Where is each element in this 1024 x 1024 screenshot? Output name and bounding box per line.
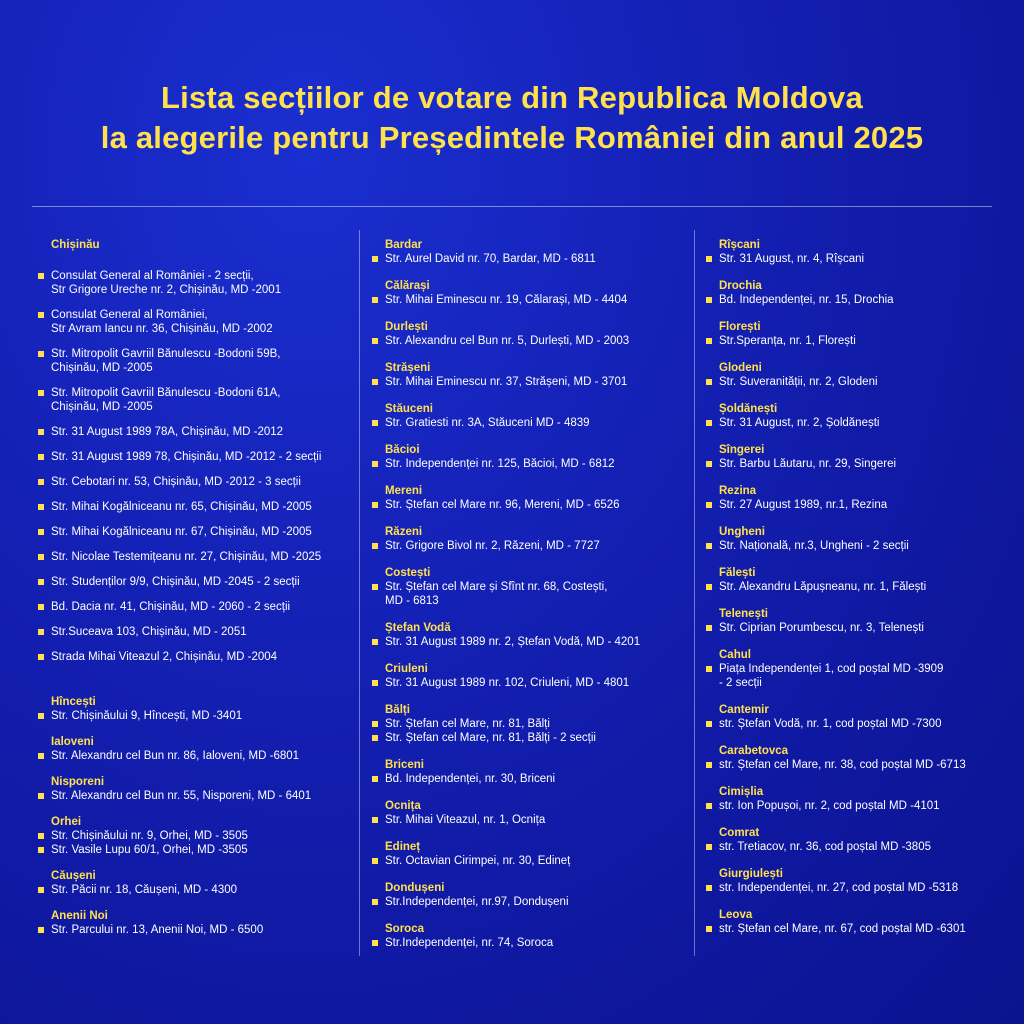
address-text: Str. Parcului nr. 13, Anenii Noi, MD - 6500 bbox=[51, 924, 264, 936]
bullet-icon bbox=[38, 351, 44, 357]
bullet-icon bbox=[706, 803, 712, 809]
bullet-icon bbox=[38, 887, 44, 893]
locality-group bbox=[372, 238, 682, 266]
address-item bbox=[372, 334, 682, 348]
address-text: Piața Independenței 1, cod poștal MD -3909 - 2 secții bbox=[719, 663, 944, 689]
address-item bbox=[706, 498, 1006, 512]
address-item bbox=[372, 457, 682, 471]
address-item bbox=[372, 895, 682, 909]
bullet-icon bbox=[372, 256, 378, 262]
bullet-icon bbox=[706, 461, 712, 467]
locality-group bbox=[372, 621, 682, 649]
address-item bbox=[38, 550, 348, 564]
locality-group bbox=[372, 402, 682, 430]
bullet-icon bbox=[372, 858, 378, 864]
group-heading: Cimișlia bbox=[719, 786, 764, 798]
address-text: Str. 31 August 1989 nr. 2, Ștefan Vodă, MD - 4201 bbox=[385, 636, 641, 648]
locality-group bbox=[706, 648, 1006, 690]
address-text: Str. Alexandru cel Bun nr. 55, Nisporeni, MD - 6401 bbox=[51, 790, 312, 802]
bullet-icon bbox=[38, 579, 44, 585]
bullet-icon bbox=[372, 420, 378, 426]
group-heading: Mereni bbox=[385, 485, 423, 497]
address-text: Bd. Independenței, nr. 30, Briceni bbox=[385, 773, 556, 785]
bullet-icon bbox=[372, 584, 378, 590]
address-item bbox=[706, 580, 1006, 594]
locality-group bbox=[372, 320, 682, 348]
address-text: Str. Alexandru cel Bun nr. 86, Ialoveni, MD -6801 bbox=[51, 750, 300, 762]
group-heading: Comrat bbox=[719, 827, 760, 839]
address-item bbox=[706, 457, 1006, 471]
bullet-icon bbox=[372, 776, 378, 782]
group-heading: Rîșcani bbox=[719, 239, 760, 251]
address-text: Str. Cebotari nr. 53, Chișinău, MD -2012 - 3 secții bbox=[51, 476, 301, 488]
group-heading: Rezina bbox=[719, 485, 757, 497]
address-item bbox=[372, 252, 682, 266]
locality-group bbox=[706, 320, 1006, 348]
address-item bbox=[38, 883, 348, 897]
address-text: Str.Independenței, nr.97, Dondușeni bbox=[385, 896, 569, 908]
address-text: Consulat General al României - 2 secții, Str Grigore Ureche nr. 2, Chișinău, MD -2001 bbox=[51, 270, 282, 296]
address-text: str. Ștefan cel Mare, nr. 67, cod poștal MD -6301 bbox=[719, 923, 966, 935]
group-chisinau bbox=[38, 238, 348, 664]
bullet-icon bbox=[38, 629, 44, 635]
bullet-icon bbox=[38, 273, 44, 279]
title-line-2: la alegerile pentru Președintele României din anul 2025 bbox=[100, 120, 924, 155]
address-text: Strada Mihai Viteazul 2, Chișinău, MD -2004 bbox=[51, 651, 278, 663]
group-heading: Anenii Noi bbox=[51, 910, 108, 922]
group-heading: Leova bbox=[719, 909, 753, 921]
bullet-icon bbox=[372, 502, 378, 508]
group-heading: Carabetovca bbox=[719, 745, 789, 757]
address-text: Str. Chișinăului 9, Hîncești, MD -3401 bbox=[51, 710, 243, 722]
address-text: Str. Mihai Eminescu nr. 19, Călarași, MD - 4404 bbox=[385, 294, 628, 306]
address-item bbox=[38, 500, 348, 514]
address-item bbox=[38, 650, 348, 664]
address-item bbox=[38, 843, 348, 857]
address-item bbox=[372, 717, 682, 731]
group-heading: Chișinău bbox=[51, 239, 100, 251]
address-item bbox=[372, 676, 682, 690]
column-divider-1 bbox=[359, 230, 360, 956]
address-text: Str. Mitropolit Gavriil Bănulescu -Bodoni 59B, Chișinău, MD -2005 bbox=[51, 348, 281, 374]
address-item bbox=[38, 269, 348, 297]
address-text: Str. Octavian Cirimpei, nr. 30, Edineț bbox=[385, 855, 571, 867]
locality-group bbox=[372, 799, 682, 827]
group-heading: Căușeni bbox=[51, 870, 96, 882]
address-item bbox=[372, 635, 682, 649]
address-item bbox=[372, 854, 682, 868]
address-item bbox=[706, 293, 1006, 307]
address-item bbox=[372, 936, 682, 950]
group-heading: Soroca bbox=[385, 923, 424, 935]
address-item bbox=[38, 600, 348, 614]
column-divider-2 bbox=[694, 230, 695, 956]
bullet-icon bbox=[706, 420, 712, 426]
bullet-icon bbox=[38, 554, 44, 560]
group-heading: Călărași bbox=[385, 280, 430, 292]
bullet-icon bbox=[38, 654, 44, 660]
column-1-groups bbox=[38, 695, 348, 937]
address-item bbox=[38, 308, 348, 336]
bullet-icon bbox=[372, 721, 378, 727]
address-text: Str. Alexandru Lăpușneanu, nr. 1, Fălești bbox=[719, 581, 927, 593]
bullet-icon bbox=[706, 625, 712, 631]
address-item bbox=[38, 789, 348, 803]
address-item bbox=[372, 293, 682, 307]
locality-group bbox=[706, 785, 1006, 813]
locality-group bbox=[706, 566, 1006, 594]
locality-group bbox=[372, 662, 682, 690]
locality-group bbox=[372, 758, 682, 786]
address-text: Str. Aurel David nr. 70, Bardar, MD - 6811 bbox=[385, 253, 596, 265]
address-item bbox=[706, 922, 1006, 936]
address-item bbox=[706, 758, 1006, 772]
group-heading: Sîngerei bbox=[719, 444, 765, 456]
locality-group bbox=[372, 840, 682, 868]
group-heading: Bălți bbox=[385, 704, 410, 716]
bullet-icon bbox=[706, 885, 712, 891]
group-heading: Cahul bbox=[719, 649, 751, 661]
address-text: Str. 31 August 1989 78A, Chișinău, MD -2012 bbox=[51, 426, 284, 438]
bullet-icon bbox=[372, 639, 378, 645]
address-text: Str. Mihai Kogălniceanu nr. 65, Chișinău, MD -2005 bbox=[51, 501, 312, 513]
address-text: Bd. Dacia nr. 41, Chișinău, MD - 2060 - 2 secții bbox=[51, 601, 291, 613]
bullet-icon bbox=[372, 379, 378, 385]
locality-group bbox=[372, 703, 682, 745]
group-heading: Giurgiulești bbox=[719, 868, 783, 880]
address-text: Str. Ciprian Porumbescu, nr. 3, Telenești bbox=[719, 622, 924, 634]
address-text: Str. Ștefan cel Mare și Sfînt nr. 68, Costești, MD - 6813 bbox=[385, 581, 608, 607]
address-text: Str. Barbu Lăutaru, nr. 29, Singerei bbox=[719, 458, 897, 470]
address-text: Str. 31 August 1989 78, Chișinău, MD -2012 - 2 secții bbox=[51, 451, 322, 463]
column-2 bbox=[372, 238, 682, 963]
bullet-icon bbox=[372, 940, 378, 946]
locality-group bbox=[706, 238, 1006, 266]
bullet-icon bbox=[38, 927, 44, 933]
bullet-icon bbox=[38, 312, 44, 318]
locality-group bbox=[706, 744, 1006, 772]
bullet-icon bbox=[706, 666, 712, 672]
address-item bbox=[706, 717, 1006, 731]
column-1 bbox=[38, 238, 348, 949]
locality-group bbox=[372, 922, 682, 950]
bullet-icon bbox=[372, 297, 378, 303]
bullet-icon bbox=[38, 529, 44, 535]
address-text: Str. Ștefan cel Mare, nr. 81, Bălți - 2 secții bbox=[385, 732, 596, 744]
address-text: Str. Grigore Bivol nr. 2, Răzeni, MD - 7727 bbox=[385, 540, 600, 552]
group-heading: Ungheni bbox=[719, 526, 765, 538]
address-text: Str. 27 August 1989, nr.1, Rezina bbox=[719, 499, 888, 511]
locality-group bbox=[38, 775, 348, 803]
address-item bbox=[706, 252, 1006, 266]
locality-group bbox=[706, 607, 1006, 635]
bullet-icon bbox=[706, 338, 712, 344]
address-item bbox=[706, 840, 1006, 854]
locality-group bbox=[706, 361, 1006, 389]
locality-group bbox=[706, 484, 1006, 512]
bullet-icon bbox=[372, 735, 378, 741]
address-text: str. Ștefan Vodă, nr. 1, cod poștal MD -7300 bbox=[719, 718, 942, 730]
address-item bbox=[38, 386, 348, 414]
bullet-icon bbox=[38, 833, 44, 839]
address-text: Str.Independenței, nr. 74, Soroca bbox=[385, 937, 554, 949]
bullet-icon bbox=[38, 713, 44, 719]
address-item bbox=[706, 662, 1006, 690]
address-text: Str. Națională, nr.3, Ungheni - 2 secții bbox=[719, 540, 909, 552]
locality-group bbox=[706, 908, 1006, 936]
group-heading: Strășeni bbox=[385, 362, 431, 374]
locality-group bbox=[38, 735, 348, 763]
locality-group bbox=[372, 361, 682, 389]
bullet-icon bbox=[706, 297, 712, 303]
address-item bbox=[38, 829, 348, 843]
locality-group bbox=[706, 867, 1006, 895]
address-text: str. Ștefan cel Mare, nr. 38, cod poștal MD -6713 bbox=[719, 759, 966, 771]
title-divider bbox=[32, 206, 992, 207]
bullet-icon bbox=[706, 844, 712, 850]
bullet-icon bbox=[706, 926, 712, 932]
group-heading: Răzeni bbox=[385, 526, 423, 538]
bullet-icon bbox=[38, 753, 44, 759]
address-item bbox=[38, 625, 348, 639]
group-heading: Ialoveni bbox=[51, 736, 94, 748]
address-item bbox=[372, 375, 682, 389]
bullet-icon bbox=[38, 793, 44, 799]
address-text: Str. Mihai Kogălniceanu nr. 67, Chișinău, MD -2005 bbox=[51, 526, 312, 538]
locality-group bbox=[706, 703, 1006, 731]
chisinau-list bbox=[38, 269, 348, 664]
address-item bbox=[706, 375, 1006, 389]
address-text: Str. Vasile Lupu 60/1, Orhei, MD -3505 bbox=[51, 844, 248, 856]
locality-group bbox=[372, 881, 682, 909]
group-heading: Bardar bbox=[385, 239, 423, 251]
address-item bbox=[38, 347, 348, 375]
address-item bbox=[372, 539, 682, 553]
group-heading: Drochia bbox=[719, 280, 762, 292]
address-text: Str. Chișinăului nr. 9, Orhei, MD - 3505 bbox=[51, 830, 248, 842]
address-item bbox=[706, 539, 1006, 553]
address-text: Str. Mitropolit Gavriil Bănulescu -Bodoni 61A, Chișinău, MD -2005 bbox=[51, 387, 281, 413]
group-heading: Stăuceni bbox=[385, 403, 433, 415]
bullet-icon bbox=[706, 584, 712, 590]
address-item bbox=[38, 923, 348, 937]
group-heading: Ștefan Vodă bbox=[385, 622, 451, 634]
bullet-icon bbox=[38, 479, 44, 485]
address-text: Str. Suveranității, nr. 2, Glodeni bbox=[719, 376, 878, 388]
group-heading: Băcioi bbox=[385, 444, 420, 456]
address-text: Str.Suceava 103, Chișinău, MD - 2051 bbox=[51, 626, 247, 638]
address-text: Str. Ștefan cel Mare, nr. 81, Bălți bbox=[385, 718, 550, 730]
group-heading: Ocnița bbox=[385, 800, 421, 812]
address-text: Str. Studenților 9/9, Chișinău, MD -2045 - 2 secții bbox=[51, 576, 300, 588]
address-item bbox=[38, 575, 348, 589]
address-text: str. Independenței, nr. 27, cod poștal MD -5318 bbox=[719, 882, 959, 894]
group-heading: Florești bbox=[719, 321, 761, 333]
bullet-icon bbox=[372, 680, 378, 686]
address-item bbox=[38, 425, 348, 439]
address-text: Str.Speranța, nr. 1, Florești bbox=[719, 335, 856, 347]
locality-group bbox=[38, 695, 348, 723]
group-heading: Costești bbox=[385, 567, 431, 579]
address-text: Str. Nicolae Testemițeanu nr. 27, Chișinău, MD -2025 bbox=[51, 551, 322, 563]
bullet-icon bbox=[38, 604, 44, 610]
bullet-icon bbox=[372, 338, 378, 344]
bullet-icon bbox=[706, 543, 712, 549]
locality-group bbox=[706, 443, 1006, 471]
address-item bbox=[372, 731, 682, 745]
address-item bbox=[706, 334, 1006, 348]
address-text: Str. Păcii nr. 18, Căușeni, MD - 4300 bbox=[51, 884, 238, 896]
address-item bbox=[372, 813, 682, 827]
address-item bbox=[38, 749, 348, 763]
group-heading: Durlești bbox=[385, 321, 428, 333]
locality-group bbox=[38, 909, 348, 937]
address-item bbox=[706, 799, 1006, 813]
locality-group bbox=[706, 525, 1006, 553]
bullet-icon bbox=[706, 256, 712, 262]
address-item bbox=[372, 772, 682, 786]
locality-group bbox=[38, 869, 348, 897]
bullet-icon bbox=[372, 817, 378, 823]
bullet-icon bbox=[706, 502, 712, 508]
locality-group bbox=[372, 443, 682, 471]
bullet-icon bbox=[38, 390, 44, 396]
bullet-icon bbox=[706, 721, 712, 727]
address-text: Str. 31 August, nr. 4, Rîșcani bbox=[719, 253, 865, 265]
address-item bbox=[38, 475, 348, 489]
bullet-icon bbox=[38, 847, 44, 853]
address-text: Str. Gratiesti nr. 3A, Stăuceni MD - 4839 bbox=[385, 417, 590, 429]
locality-group bbox=[372, 525, 682, 553]
address-text: Str. Ștefan cel Mare nr. 96, Mereni, MD - 6526 bbox=[385, 499, 620, 511]
address-item bbox=[372, 580, 682, 608]
title-line-1: Lista secțiilor de votare din Republica Moldova bbox=[161, 80, 863, 115]
address-text: Str. Mihai Viteazul, nr. 1, Ocnița bbox=[385, 814, 546, 826]
address-text: Str. Mihai Eminescu nr. 37, Strășeni, MD - 3701 bbox=[385, 376, 628, 388]
group-heading: Glodeni bbox=[719, 362, 762, 374]
locality-group bbox=[372, 484, 682, 512]
group-heading: Orhei bbox=[51, 816, 82, 828]
locality-group bbox=[706, 279, 1006, 307]
locality-group bbox=[372, 279, 682, 307]
bullet-icon bbox=[706, 379, 712, 385]
group-heading: Edineț bbox=[385, 841, 421, 853]
group-heading: Telenești bbox=[719, 608, 768, 620]
address-item bbox=[38, 450, 348, 464]
group-heading: Fălești bbox=[719, 567, 756, 579]
group-heading: Briceni bbox=[385, 759, 424, 771]
group-heading: Criuleni bbox=[385, 663, 428, 675]
group-heading: Nisporeni bbox=[51, 776, 105, 788]
address-text: str. Ion Popușoi, nr. 2, cod poștal MD -4101 bbox=[719, 800, 940, 812]
address-text: Str. Alexandru cel Bun nr. 5, Durlești, MD - 2003 bbox=[385, 335, 630, 347]
address-text: Bd. Independenței, nr. 15, Drochia bbox=[719, 294, 894, 306]
group-heading: Cantemir bbox=[719, 704, 769, 716]
address-item bbox=[38, 709, 348, 723]
locality-group bbox=[372, 566, 682, 608]
locality-group bbox=[706, 402, 1006, 430]
address-item bbox=[372, 416, 682, 430]
bullet-icon bbox=[372, 461, 378, 467]
page-title bbox=[0, 78, 1024, 158]
group-heading: Șoldănești bbox=[719, 403, 778, 415]
group-heading: Dondușeni bbox=[385, 882, 445, 894]
address-text: Str. Independenței nr. 125, Băcioi, MD - 6812 bbox=[385, 458, 615, 470]
bullet-icon bbox=[372, 899, 378, 905]
bullet-icon bbox=[372, 543, 378, 549]
address-text: str. Tretiacov, nr. 36, cod poștal MD -3805 bbox=[719, 841, 931, 853]
address-text: Str. 31 August, nr. 2, Șoldănești bbox=[719, 417, 880, 429]
locality-group bbox=[38, 815, 348, 857]
bullet-icon bbox=[38, 429, 44, 435]
address-item bbox=[706, 881, 1006, 895]
group-heading: Hîncești bbox=[51, 696, 96, 708]
bullet-icon bbox=[38, 504, 44, 510]
address-item bbox=[372, 498, 682, 512]
locality-group bbox=[706, 826, 1006, 854]
bullet-icon bbox=[706, 762, 712, 768]
address-text: Consulat General al României, Str Avram Iancu nr. 36, Chișinău, MD -2002 bbox=[51, 309, 273, 335]
address-item bbox=[706, 621, 1006, 635]
address-item bbox=[38, 525, 348, 539]
address-text: Str. 31 August 1989 nr. 102, Criuleni, MD - 4801 bbox=[385, 677, 630, 689]
bullet-icon bbox=[38, 454, 44, 460]
address-item bbox=[706, 416, 1006, 430]
column-3 bbox=[706, 238, 1006, 949]
